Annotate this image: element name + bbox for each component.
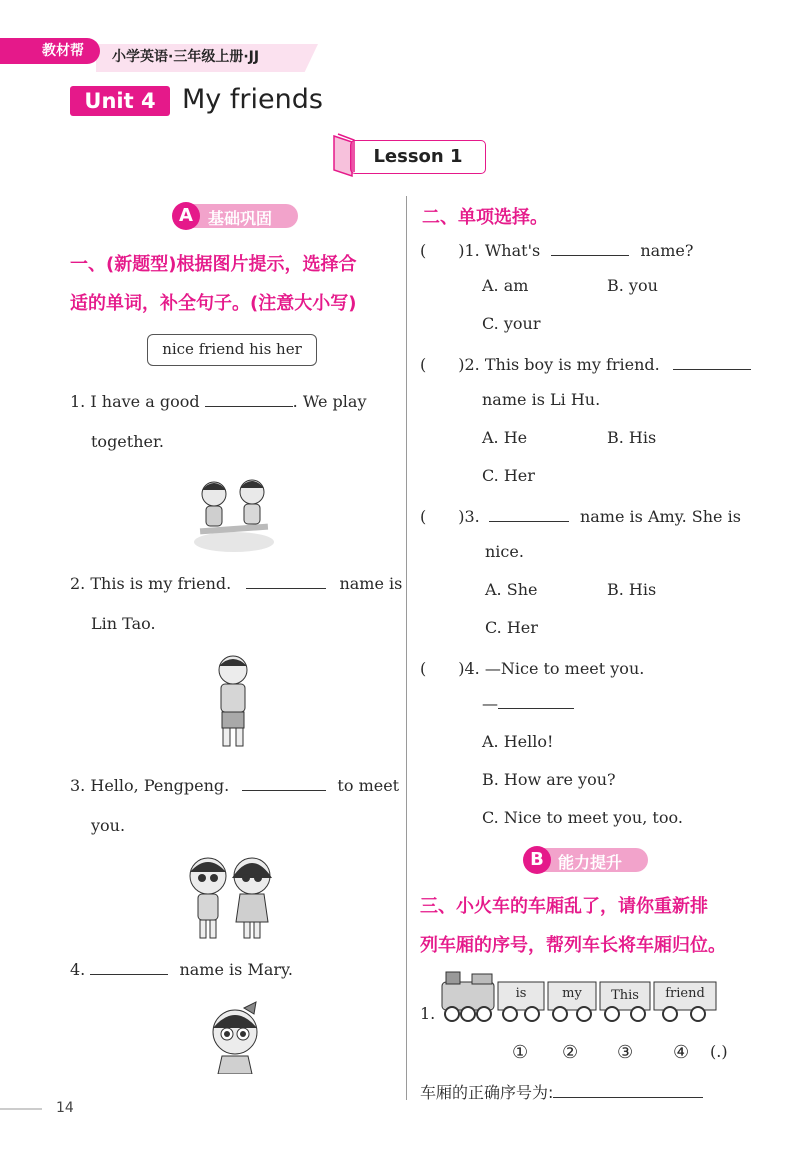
answer-bracket[interactable]: ( )	[420, 241, 465, 260]
car-number-2: ②	[562, 1042, 579, 1063]
mc-q3-option-b: B. His	[607, 580, 657, 599]
fill-item-2: 2. This is my friend. name is	[70, 574, 403, 593]
section-a-letter: A	[172, 202, 200, 230]
mc-q3: ( )3. name is Amy. She is	[420, 507, 741, 526]
car-number-5: (.)	[710, 1042, 728, 1061]
answer-blank[interactable]	[489, 508, 569, 522]
mc-q1-option-a: A. am	[482, 276, 529, 295]
mc-q3-option-c: C. Her	[485, 618, 538, 637]
lesson-title: Lesson 1	[350, 140, 486, 174]
unit-label: Unit 4	[70, 86, 170, 116]
fill-item-3-line2: you.	[91, 816, 126, 835]
girl-illustration	[200, 1000, 270, 1074]
mc-q4-line2: —	[482, 694, 574, 713]
answer-blank[interactable]	[553, 1084, 703, 1098]
answer-blank[interactable]	[246, 575, 326, 589]
q3-heading-line2: 列车厢的序号，帮列车长将车厢归位。	[420, 935, 726, 956]
fill-item-1-line2: together.	[91, 432, 164, 451]
mc-q2-option-c: C. Her	[482, 466, 535, 485]
train-car-3: This	[611, 988, 639, 1003]
mc-q3-option-a: A. She	[485, 580, 538, 599]
section-2-heading: 二、单项选择。	[422, 207, 548, 228]
mc-q2-line2: name is Li Hu.	[482, 390, 601, 409]
word-bank: nice friend his her	[147, 334, 317, 366]
mc-q1-option-b: B. you	[607, 276, 658, 295]
answer-row: 车厢的正确序号为:	[420, 1080, 703, 1103]
unit-title: My friends	[182, 84, 323, 115]
mc-q4: ( )4. —Nice to meet you.	[420, 659, 645, 678]
fill-item-4: 4. name is Mary.	[70, 960, 294, 979]
answer-blank[interactable]	[551, 242, 629, 256]
footer-rule	[0, 1108, 42, 1110]
section-a-title: 基础巩固	[208, 209, 273, 228]
answer-blank[interactable]	[205, 393, 293, 407]
car-number-3: ③	[617, 1042, 634, 1063]
mc-q3-line2: nice.	[485, 542, 524, 561]
two-kids-illustration	[180, 852, 280, 942]
answer-blank[interactable]	[90, 961, 168, 975]
q1-heading-line2: 适的单词，补全句子。(注意大小写)	[70, 293, 357, 314]
mc-q2-option-b: B. His	[607, 428, 657, 447]
answer-blank[interactable]	[673, 356, 751, 370]
q1-heading-line1: 一、(新题型)根据图片提示，选择合	[70, 254, 357, 275]
fill-item-3: 3. Hello, Pengpeng. to meet	[70, 776, 400, 795]
mc-q4-option-a: A. Hello!	[482, 732, 554, 751]
train-car-1: is	[515, 986, 527, 1001]
boy-illustration	[208, 652, 258, 752]
section-b-letter: B	[523, 846, 551, 874]
book-title: 小学英语·三年级上册·JJ	[112, 49, 260, 65]
column-divider	[406, 196, 407, 1100]
train-car-4: friend	[665, 986, 705, 1001]
car-number-4: ④	[673, 1042, 690, 1063]
mc-q1-option-c: C. your	[482, 314, 541, 333]
train-item-number: 1.	[420, 1004, 436, 1023]
answer-blank[interactable]	[242, 777, 326, 791]
mc-q1: ( )1. What's name?	[420, 241, 694, 260]
car-number-1: ①	[512, 1042, 529, 1063]
q3-heading-line1: 三、小火车的车厢乱了，请你重新排	[420, 896, 708, 917]
mc-q2-option-a: A. He	[482, 428, 528, 447]
page-number: 14	[56, 1100, 74, 1116]
fill-item-1: 1. I have a good . We play	[70, 392, 367, 411]
answer-bracket[interactable]: ( )	[420, 355, 465, 374]
answer-blank[interactable]	[498, 695, 574, 709]
brand-tag: 教材帮	[0, 38, 100, 64]
mc-q2: ( )2. This boy is my friend.	[420, 352, 751, 375]
mc-q4-option-b: B. How are you?	[482, 770, 616, 789]
answer-bracket[interactable]: ( )	[420, 659, 465, 678]
fill-item-2-line2: Lin Tao.	[91, 614, 156, 633]
section-b-title: 能力提升	[558, 853, 623, 872]
answer-bracket[interactable]: ( )	[420, 507, 465, 526]
kids-seesaw-illustration	[190, 470, 278, 554]
mc-q4-option-c: C. Nice to meet you, too.	[482, 808, 683, 827]
train-car-2: my	[562, 986, 582, 1001]
